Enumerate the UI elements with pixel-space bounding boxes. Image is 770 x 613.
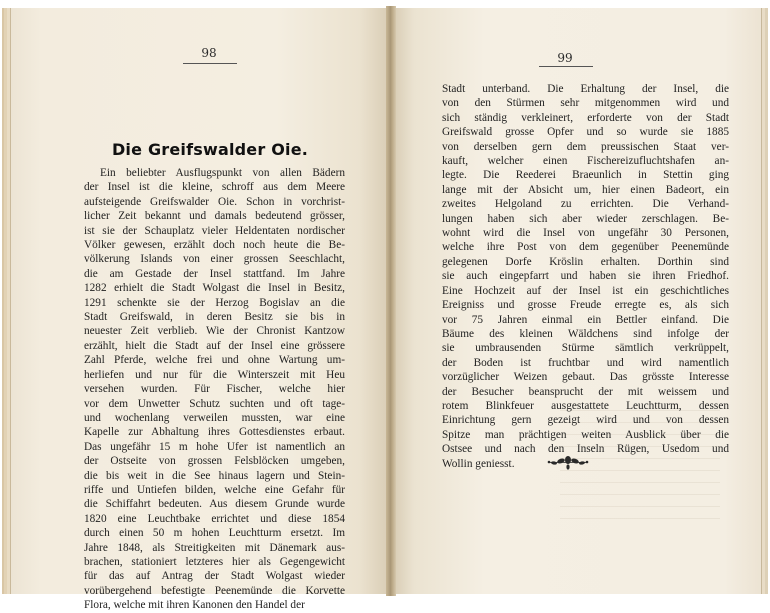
text-line: Bäume des kleinen Wäldchens sind infolge der (442, 327, 729, 340)
text-line: Ein beliebter Ausflugspunkt von allen Bädern (100, 167, 345, 179)
right-page-number: 99 (557, 51, 573, 65)
text-line: Einrichtung gern gezeigt wird und von dessen (442, 414, 729, 427)
text-line: der Boden ist fruchtbar und wird namentlich (442, 356, 729, 369)
text-line: herliefen und nur für die Winterszeit mit Heu (84, 368, 345, 381)
text-line: Stadt unterband. Die Erhaltung der Insel, die (442, 83, 729, 95)
right-page-body (442, 82, 729, 471)
left-page-number-rule (183, 63, 237, 64)
left-page-body (84, 166, 345, 613)
text-line: vor 75 Jahren einmal ein Bettler einfand. Die (442, 313, 729, 326)
text-line: von den Stürmen sehr mitgenommen wird und (442, 97, 729, 110)
text-line: 1291 schenkte sie der Herzog Bogislav an die (84, 296, 345, 309)
text-line: ist sie der Schauplatz vieler Heldentaten nordischer (84, 224, 345, 237)
text-line: brachen, stationiert letzteres hier als Gegengewicht (84, 555, 345, 568)
text-line: vorzüglicher Weizen gebaut. Das grösste Interesse (442, 371, 729, 384)
left-page-number: 98 (201, 46, 217, 60)
text-line: gelegenen Dorfe Kröslin erhalten. Dorthin sind (442, 255, 729, 268)
text-line: vor dem Unwetter Schutz suchten und oft tage- (84, 397, 345, 410)
text-line: 1820 eine Leuchtbake errichtet und diese 1854 (84, 512, 345, 525)
text-line: völkerung Islands von einer grossen Seeschlacht, (84, 253, 345, 266)
text-line: Völker gewesen, erzählt doch noch heute die Be- (84, 239, 345, 252)
text-line: aufsteigende Greifswalder Oie. Schon in vorchrist- (84, 195, 345, 208)
text-line: licher Zeit bekannt und damals bedeutend grösser, (84, 210, 345, 223)
text-line: rotem Blinkfeuer ausgestattete Leuchtturm, dessen (442, 399, 729, 412)
text-line: durch einen 50 m hohen Leuchtturm ersetzt. Im (84, 527, 345, 540)
book-gutter (386, 6, 396, 596)
text-line: Greifswald grosse Opfer und so wurde sie 1885 (442, 126, 729, 139)
text-line: Kapelle zur Abhaltung ihres Gottesdienstes erbaut. (84, 426, 345, 439)
text-line: der Insel ist die kleine, schroff aus dem Meere (84, 181, 345, 194)
text-line: Stadt Greifswald, in deren Besitz sie bis in (84, 311, 345, 324)
text-line: Spitze man prächtigen weiten Ausblick über die (442, 428, 729, 441)
text-line: vorübergehend befestigte Peenemünde die Korvette (84, 584, 345, 597)
text-line: sie auch eingepfarrt und haben sie ihren Friedhof. (442, 270, 729, 283)
text-line: Flora, welche mit ihren Kanonen den Handel der (84, 599, 305, 612)
text-line: die Schiffahrt bedeuten. Aus diesem Grunde wurde (84, 498, 345, 511)
chapter-title: Die Greifswalder Oie. (111, 140, 309, 159)
text-line: die am Gestade der Insel stattfand. Im Jahre (84, 267, 345, 280)
text-line: Ostsee und nach den Inseln Rügen, Usedom und (442, 443, 729, 456)
text-line: lange mit der Absicht um, hier einen Badeort, ein (442, 183, 729, 196)
text-line: wohnt wird die Insel von ungefähr 30 Personen, (442, 227, 729, 240)
text-line: zweites Helgoland zu errichten. Die Verhand- (442, 198, 729, 211)
text-line: von derselben gern dem preussischen Staat ver- (442, 140, 729, 153)
text-line: Das ungefähr 15 m hohe Ufer ist namentlich an (84, 440, 345, 453)
text-line: Zahl Pferde, welche frei und ohne Wartung um- (84, 354, 345, 367)
text-line: 1282 erhielt die Stadt Wolgast die Insel in Besitz, (84, 282, 345, 295)
text-line: legte. Die Reederei Braeunlich in Stettin ging (442, 169, 729, 182)
text-line: Eine Hochzeit auf der Insel ist ein geschichtliches (442, 284, 729, 297)
text-line: Wollin geniesst. (442, 457, 515, 470)
text-line: sich ständig verkleinert, erforderte von der Stadt (442, 111, 729, 124)
text-line: erzählt, hielt die Stadt auf der Insel eine grössere (84, 339, 345, 352)
text-line: neuester Zeit verblieb. Wie der Chronist Kantzow (84, 325, 345, 338)
text-line: riffe und Untiefen bilden, welche eine Gefahr für (84, 483, 345, 496)
text-line: versehen wurden. Für Fischer, welche hier (84, 383, 345, 396)
text-line: der Ostseite von grossen Felsblöcken umgeben, (84, 455, 345, 468)
text-line: kauft, welcher einen Fischereizufluchtshafen an- (442, 155, 729, 168)
text-line: für das auf Antrag der Stadt Wolgast wieder (84, 570, 345, 583)
text-line: lungen haben sich aber wieder zerschlagen. Be- (442, 212, 729, 225)
floral-ornament-icon (545, 453, 591, 471)
text-line: und wochenlang verweilen mussten, war eine (84, 411, 345, 424)
right-page-number-rule (539, 66, 593, 67)
text-line: welche ihre Post von dem gegenüber Peenemünde (442, 241, 729, 254)
text-line: Jahre 1848, als Streitigkeiten mit Dänemark aus- (84, 541, 345, 554)
text-line: der Besucher beansprucht der mit weissem und (442, 385, 729, 398)
text-line: die bis weit in die See hinaus lagern und Stein- (84, 469, 345, 482)
text-line: Ereigniss und grosse Freude erregte es, als sich (442, 299, 729, 312)
text-line: sie umbrausenden Stürme sämtlich verkrüppelt, (442, 342, 729, 355)
